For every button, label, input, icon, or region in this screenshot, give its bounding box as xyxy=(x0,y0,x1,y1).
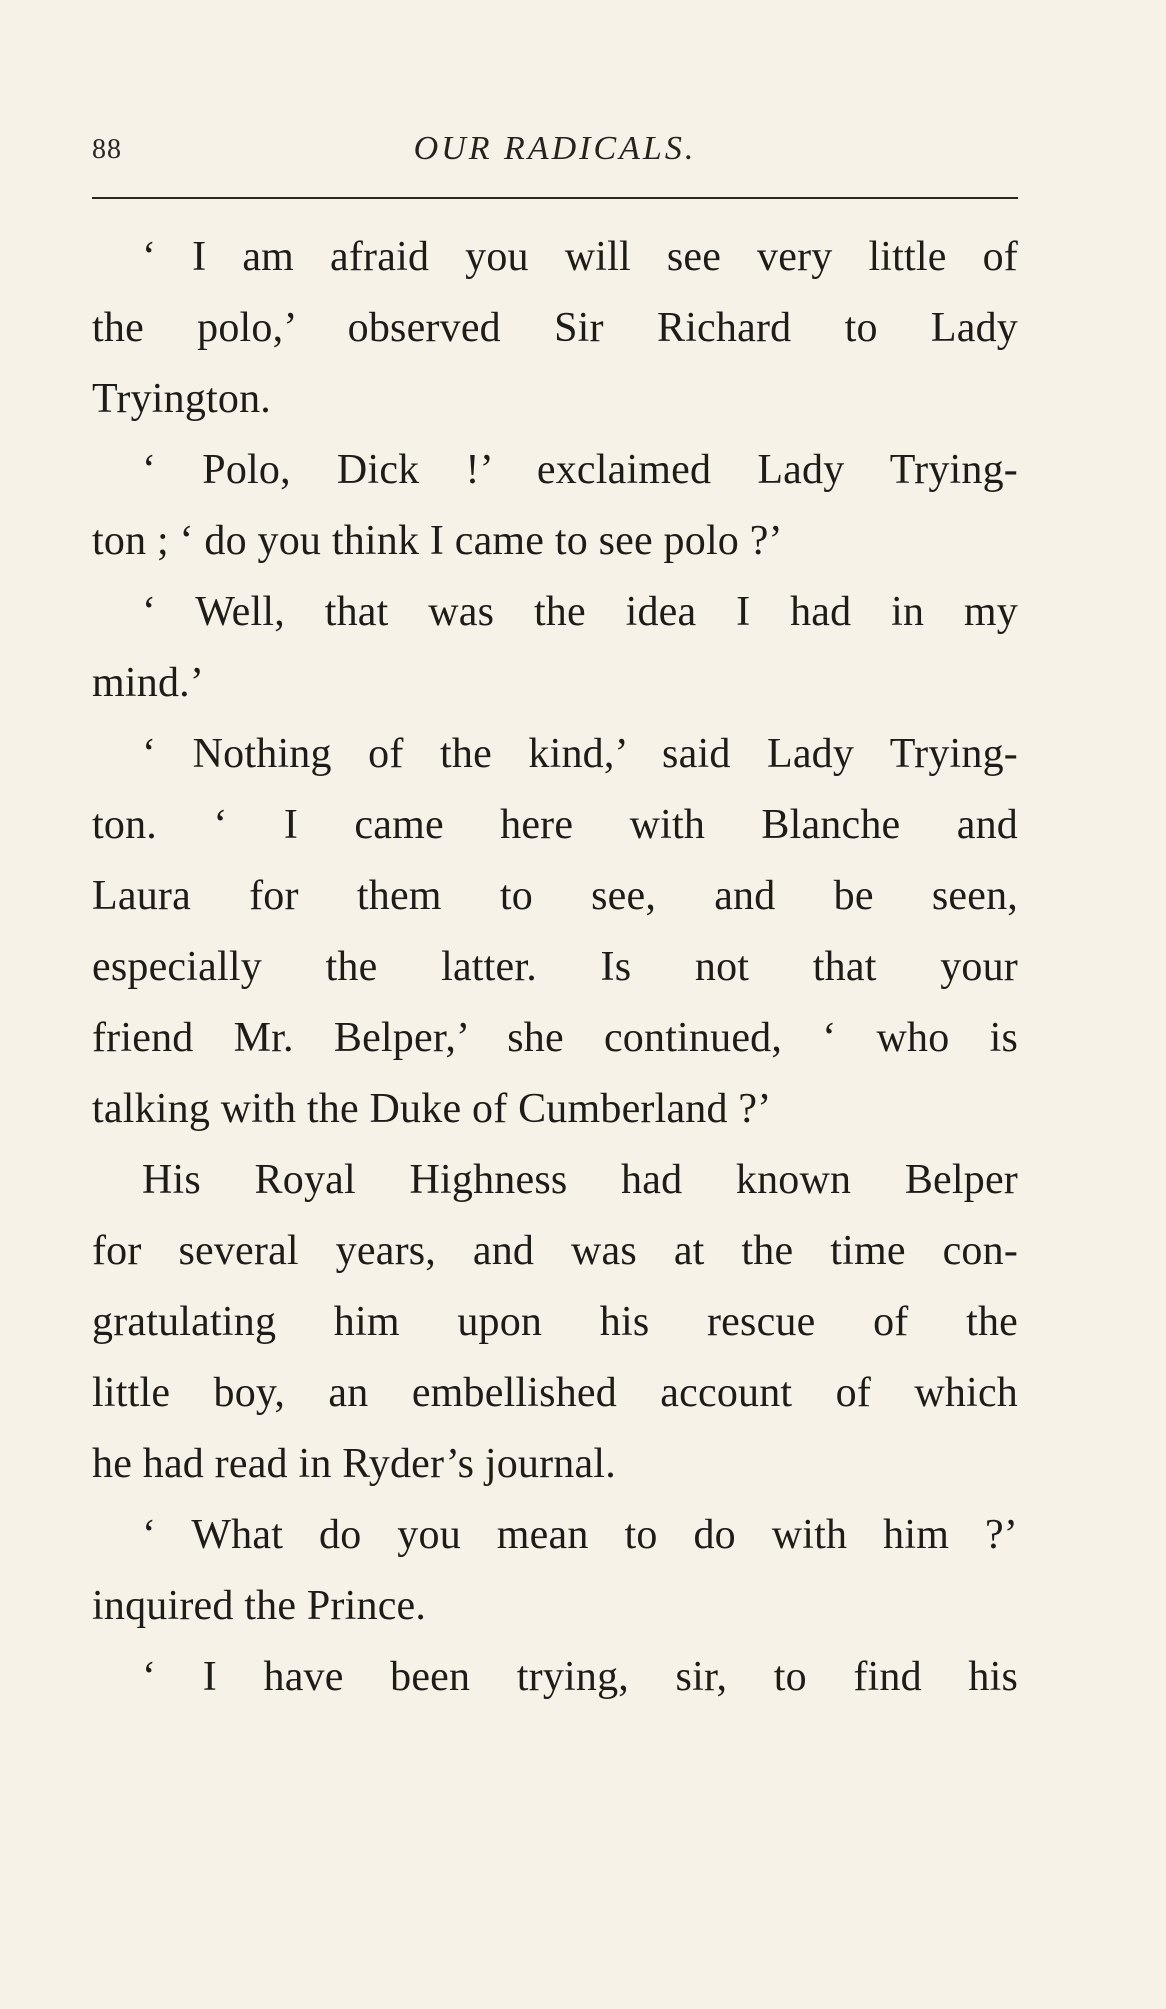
text-line: gratulating him upon his rescue of the xyxy=(92,1299,1018,1345)
text-line: ‘ I have been trying, sir, to find his xyxy=(142,1654,1018,1700)
text-line: ‘ What do you mean to do with him ?’ xyxy=(142,1512,1018,1558)
text-line: little boy, an embellished account of which xyxy=(92,1370,1018,1416)
text-line: ‘ I am afraid you will see very little of xyxy=(142,234,1018,280)
text-line: inquired the Prince. xyxy=(92,1583,427,1629)
page-header xyxy=(92,126,1018,176)
text-line: Tryington. xyxy=(92,376,272,422)
text-line: ton ; ‘ do you think I came to see polo ?’ xyxy=(92,518,783,564)
running-title: OUR RADICALS. xyxy=(413,130,697,167)
text-line: especially the latter. Is not that your xyxy=(92,944,1018,990)
text-line: His Royal Highness had known Belper xyxy=(142,1157,1018,1203)
text-line: ‘ Well, that was the idea I had in my xyxy=(142,589,1018,635)
text-line: friend Mr. Belper,’ she continued, ‘ who is xyxy=(92,1015,1018,1061)
text-line: mind.’ xyxy=(92,660,205,706)
body-text xyxy=(92,222,1018,1713)
text-line: ‘ Nothing of the kind,’ said Lady Trying- xyxy=(142,731,1018,777)
text-line: the polo,’ observed Sir Richard to Lady xyxy=(92,305,1018,351)
header-rule xyxy=(92,197,1018,199)
text-line: talking with the Duke of Cumberland ?’ xyxy=(92,1086,772,1132)
text-line: ‘ Polo, Dick !’ exclaimed Lady Trying- xyxy=(142,447,1018,493)
text-line: he had read in Ryder’s journal. xyxy=(92,1441,616,1487)
text-line: for several years, and was at the time con- xyxy=(92,1228,1018,1274)
page-number: 88 xyxy=(92,134,122,165)
text-line: ton. ‘ I came here with Blanche and xyxy=(92,802,1018,848)
text-line: Laura for them to see, and be seen, xyxy=(92,873,1018,919)
